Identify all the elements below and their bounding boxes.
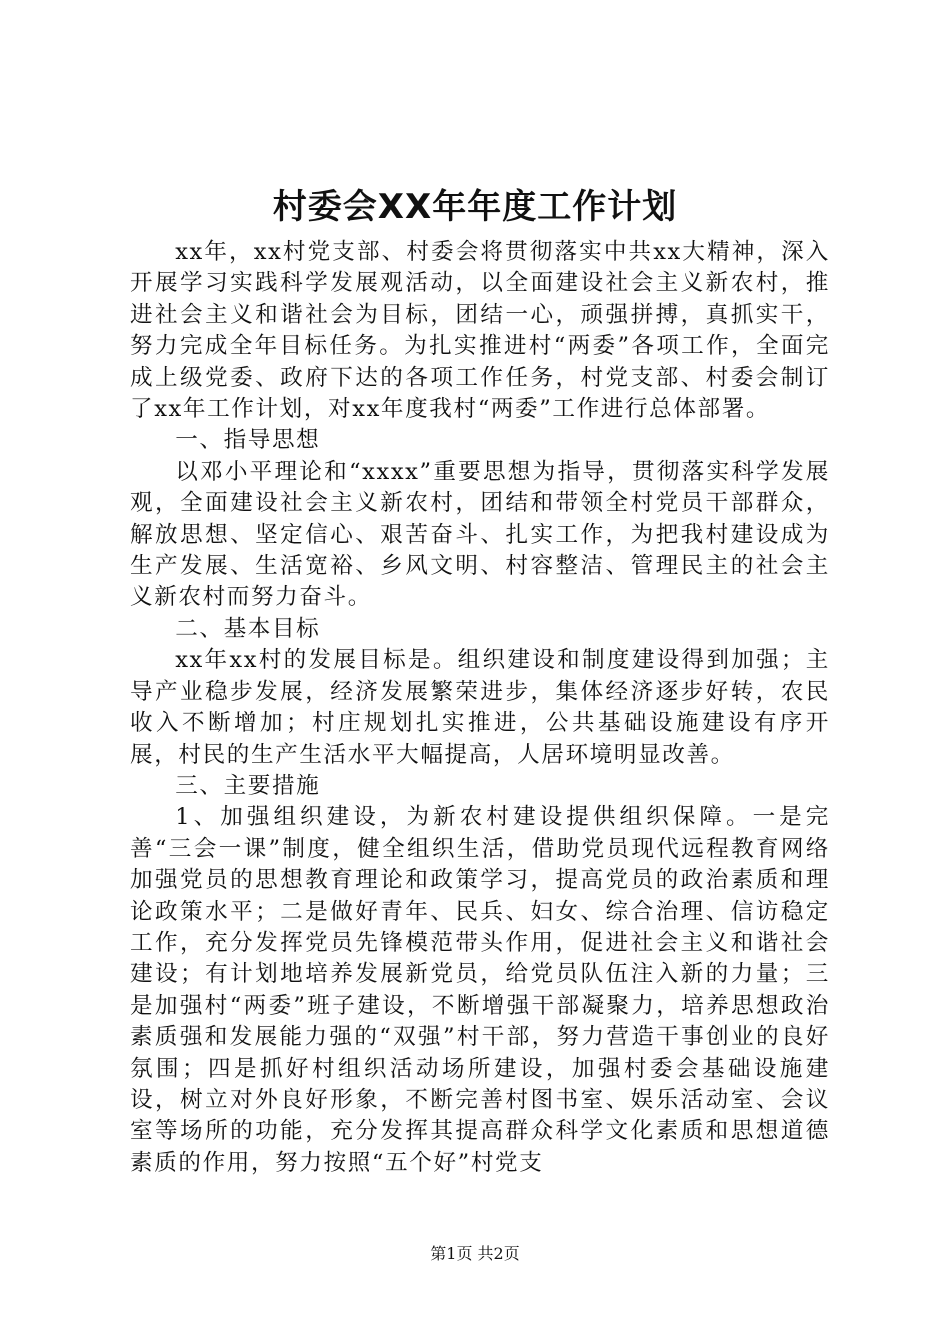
basic-goals-paragraph: xx年xx村的发展目标是。组织建设和制度建设得到加强；主导产业稳步发展，经济发展繁荣进步，集体经济逐步好转，农民收入不断增加；村庄规划扎实推进，公共基础设施建设有序开展，村民的生产生活水平大幅提高，人居环境明显改善。 bbox=[130, 647, 830, 768]
document-title: 村委会XX年年度工作计划 bbox=[272, 187, 678, 227]
main-measures-paragraph: 1、加强组织建设，为新农村建设提供组织保障。一是完善“三会一课”制度，健全组织生活，借助党员现代远程教育网络加强党员的思想教育理论和政策学习，提高党员的政治素质和理论政策水平；二是做好青年、民兵、妇女、综合治理、信访稳定工作，充分发挥党员先锋模范带头作用，促进社会主义和谐社会建设；有计划地培养发展新党员，给党员队伍注入新的力量；三是加强村“两委”班子建设，不断增强干部凝聚力，培养思想政治素质强和发展能力强的“双强”村干部，努力营造干事创业的良好氛围；四是抓好村组织活动场所建设，加强村委会基础设施建设，树立对外良好形象，不断完善村图书室、娱乐活动室、会议室等场所的功能，充分发挥其提高群众科学文化素质和思想道德素质的作用，努力按照“五个好”村党支 bbox=[130, 804, 830, 1176]
page-number: 第1页 共2页 bbox=[430, 1244, 520, 1263]
page-footer bbox=[0, 1243, 950, 1265]
section-heading-guiding-ideology: 一、指导思想 bbox=[175, 427, 321, 454]
section-heading-main-measures: 三、主要措施 bbox=[175, 772, 321, 799]
guiding-ideology-paragraph: 以邓小平理论和“xxxx”重要思想为指导，贯彻落实科学发展观，全面建设社会主义新农村，团结和带领全村党员干部群众，解放思想、坚定信心、艰苦奋斗、扎实工作，为把我村建设成为生产发展、生活宽裕、乡风文明、村容整洁、管理民主的社会主义新农村而努力奋斗。 bbox=[130, 458, 830, 611]
section-heading-basic-goals: 二、基本目标 bbox=[175, 615, 321, 642]
document-body bbox=[130, 237, 830, 1179]
intro-paragraph: xx年，xx村党支部、村委会将贯彻落实中共xx大精神，深入开展学习实践科学发展观活动，以全面建设社会主义新农村，推进社会主义和谐社会为目标，团结一心，顽强拼搏，真抓实干，努力完成全年目标任务。为扎实推进村“两委”各项工作，全面完成上级党委、政府下达的各项工作任务，村党支部、村委会制订了xx年工作计划，对xx年度我村“两委”工作进行总体部署。 bbox=[130, 239, 830, 423]
